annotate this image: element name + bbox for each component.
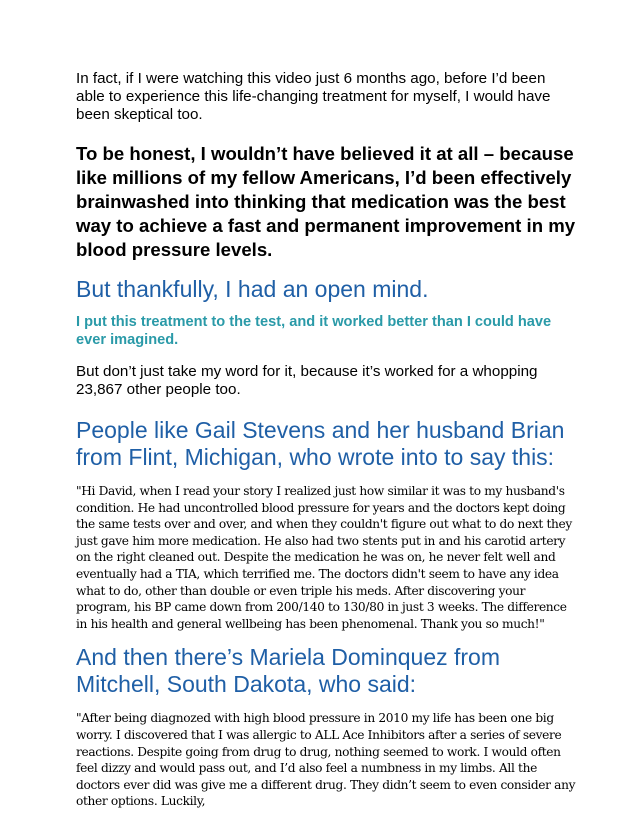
teal-highlight: I put this treatment to the test, and it worked better than I could have ever imagined. bbox=[76, 314, 552, 348]
document-page bbox=[76, 70, 576, 822]
heading-open-mind: But thankfully, I had an open mind. bbox=[76, 276, 429, 302]
heading-gail-stevens: People like Gail Stevens and her husband Brian from Flint, Michigan, who wrote into to say this: bbox=[76, 417, 565, 470]
bold-statement: To be honest, I wouldn’t have believed it at all – because like millions of my fellow Americans, I’d been effectively brainwashed into thinking that medication was the best way to achieve a fast and permanent improvement in my blood pressure levels. bbox=[76, 143, 576, 260]
heading-mariela-dominquez: And then there’s Mariela Dominquez from Mitchell, South Dakota, who said: bbox=[76, 644, 501, 698]
intro-paragraph: In fact, if I were watching this video just 6 months ago, before I’d been able to experience this life-changing treatment for myself, I would have been skeptical too. bbox=[76, 70, 551, 123]
testimonial-count-paragraph: But don’t just take my word for it, because it’s worked for a whopping 23,867 other people too. bbox=[76, 363, 538, 398]
testimonial-quote-mariela: "After being diagnozed with high blood pressure in 2010 my life has been one big worry. I discovered that I was allergic to ALL Ace Inhibitors after a series of severe reactions. Despite going from drug to drug, nothing seemed to work. I would often feel dizzy and would pass out, and I’d also feel a numbness in my limbs. All the doctors ever did was give me a different drug. They didn’t seem to even consider any other options. Luckily, bbox=[76, 711, 576, 809]
testimonial-quote-gail: "Hi David, when I read your story I realized just how similar it was to my husband's condition. He had uncontrolled blood pressure for years and the doctors kept doing the same tests over and over, and when they couldn't figure out what to do next they just gave him more medication. He also had two stents put in and his carotid artery on the right cleaned out. Despite the medication he was on, he never felt well and eventually had a TIA, which terrified me. The doctors didn't seem to have any idea what to do, other than double or even triple his meds. After discovering your program, his BP came down from 200/140 to 130/80 in just 3 weeks. The difference in his health and general wellbeing has been phenomenal. Thank you so much!" bbox=[76, 484, 572, 631]
